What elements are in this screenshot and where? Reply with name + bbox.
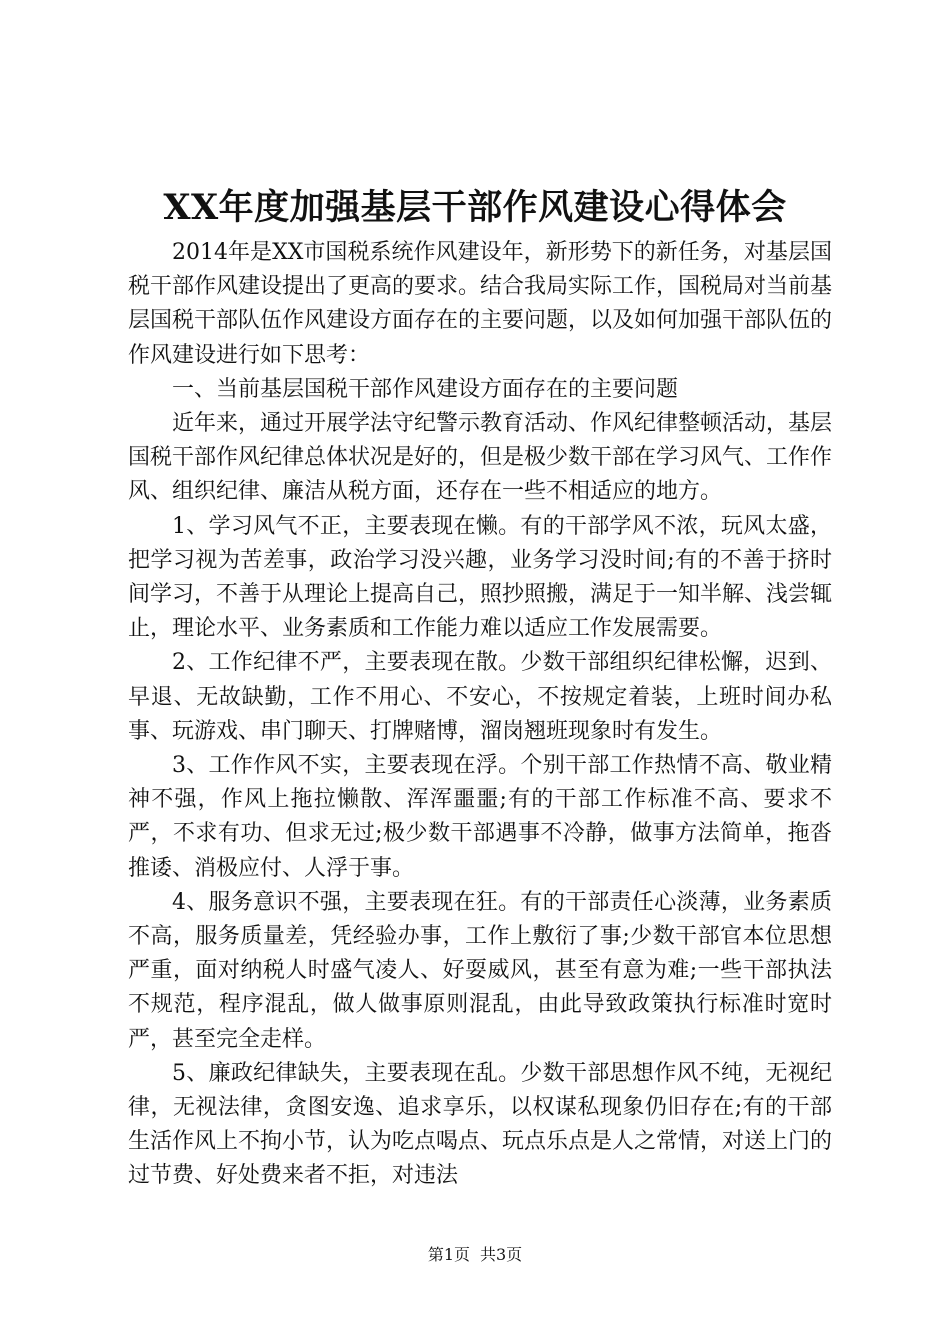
paragraph-item-3: 3、工作作风不实，主要表现在浮。个别干部工作热情不高、敬业精神不强，作风上拖拉懒散、浑浑噩噩;有的干部工作标准不高、要求不严，不求有功、但求无过;极少数干部遇事不冷静，做事方法简单，拖沓推诿、消极应付、人浮于事。 [128,753,832,881]
paragraph-item-2: 2、工作纪律不严，主要表现在散。少数干部组织纪律松懈，迟到、早退、无故缺勤，工作不用心、不安心，不按规定着装，上班时间办私事、玩游戏、串门聊天、打牌赌博，溜岗翘班现象时有发生。 [128,650,832,744]
paragraph-item-4: 4、服务意识不强，主要表现在狂。有的干部责任心淡薄，业务素质不高，服务质量差，凭经验办事，工作上敷衍了事;少数干部官本位思想严重，面对纳税人时盛气凌人、好耍威风，甚至有意为难;一些干部执法不规范，程序混乱，做人做事原则混乱，由此导致政策执行标准时宽时严，甚至完全走样。 [128,889,832,1052]
page-total: 共3页 [480,1245,523,1264]
paragraph-item-5: 5、廉政纪律缺失，主要表现在乱。少数干部思想作风不纯，无视纪律，无视法律，贪图安逸、追求享乐，以权谋私现象仍旧存在;有的干部生活作风上不拘小节，认为吃点喝点、玩点乐点是人之常情，对送上门的过节费、好处费来者不拒，对违法 [128,1060,833,1189]
document-title: XX年度加强基层干部作风建设心得体会 [163,187,787,228]
section-heading: 一、当前基层国税干部作风建设方面存在的主要问题 [172,376,679,402]
paragraph-intro: 2014年是XX市国税系统作风建设年，新形势下的新任务，对基层国税干部作风建设提出了更高的要求。结合我局实际工作，国税局对当前基层国税干部队伍作风建设方面存在的主要问题，以及如何加强干部队伍的作风建设进行如下思考： [128,240,833,368]
paragraph-item-1: 1、学习风气不正，主要表现在懒。有的干部学风不浓，玩风太盛，把学习视为苦差事，政治学习没兴趣，业务学习没时间;有的不善于挤时间学习，不善于从理论上提高自己，照抄照搬，满足于一知半解、浅尝辄止，理论水平、业务素质和工作能力难以适应工作发展需要。 [128,513,833,642]
page-number: 第1页 [427,1245,470,1264]
paragraph-overview: 近年来，通过开展学法守纪警示教育活动、作风纪律整顿活动，基层国税干部作风纪律总体状况是好的，但是极少数干部在学习风气、工作作风、组织纪律、廉洁从税方面，还存在一些不相适应的地方。 [128,411,833,505]
document-body [128,236,832,1194]
page-footer [0,1244,950,1266]
